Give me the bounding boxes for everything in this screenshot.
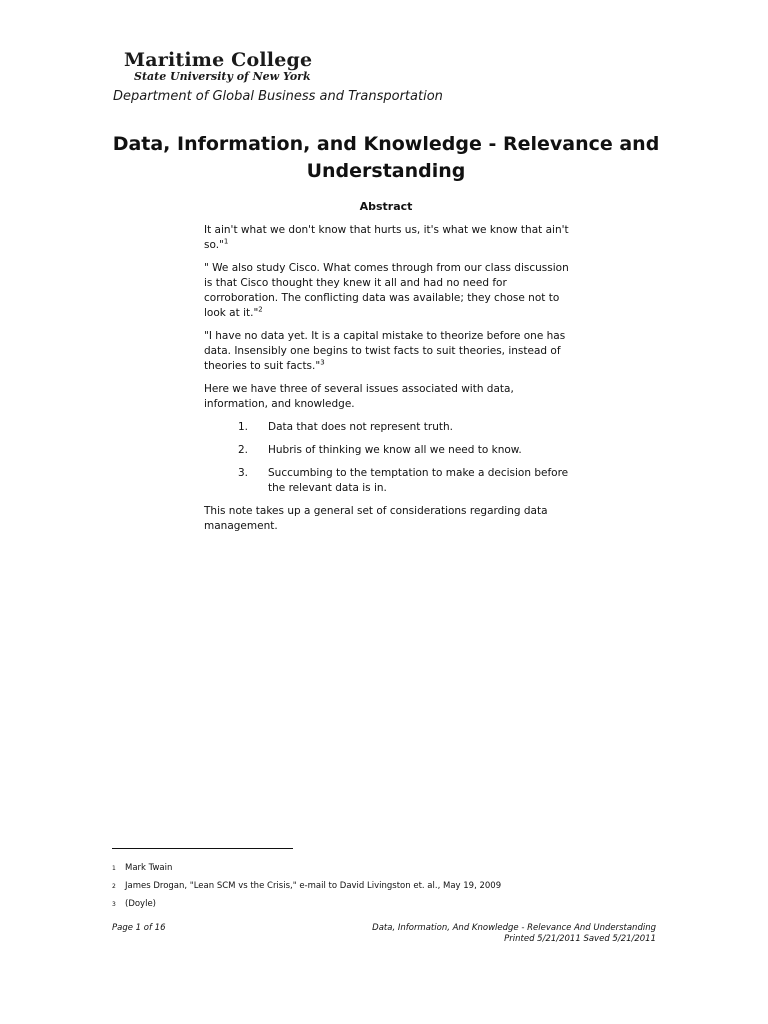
footnote-ref-3[interactable]: 3 <box>320 358 325 367</box>
college-logo <box>124 49 312 83</box>
list-item: 1. Data that does not represent truth. <box>237 421 453 433</box>
quote-doyle: "I have no data yet. It is a capital mistake to theorize before one has data. Insensibly one begins to twist facts to suit theories, instead of theories to suit facts."$^3$ <box>204 330 566 372</box>
page-number: Page 1 of 16 <box>112 923 166 933</box>
closing-paragraph: This note takes up a general set of considerations regarding data management. <box>204 505 548 532</box>
footer-doc-title: Data, Information, And Knowledge - Relevance And Understanding <box>372 923 656 933</box>
list-item: 2. Hubris of thinking we know all we need to know. <box>237 444 522 456</box>
footnote-divider <box>112 848 293 849</box>
page-footer <box>372 923 656 945</box>
quote-drogan: " We also study Cisco. What comes through from our class discussion is that Cisco thought they knew it all and had no need for corroboration. The conflicting data was available; they chose not to look at it."$^2$ <box>204 262 569 319</box>
footer-print-date: Printed 5/21/2011 Saved 5/21/2011 <box>504 934 656 944</box>
abstract-body <box>204 223 574 542</box>
footnote: 3 (Doyle) <box>112 899 156 909</box>
issues-intro: Here we have three of several issues associated with data, information, and knowledge. <box>204 383 514 410</box>
abstract-heading: Abstract <box>359 200 413 213</box>
footnote-ref-2[interactable]: 2 <box>258 305 263 314</box>
department-name: Department of Global Business and Transportation <box>113 89 443 104</box>
footnote: 1 Mark Twain <box>112 863 173 873</box>
issues-list <box>204 420 574 496</box>
logo-college-name: Maritime College <box>124 49 313 71</box>
logo-university-name: State University of New York <box>134 70 311 83</box>
footnote: 2 James Drogan, "Lean SCM vs the Crisis," e-mail to David Livingston et. al., May 19, 2009 <box>112 881 502 891</box>
footnotes <box>112 863 501 917</box>
list-item: 3. Succumbing to the temptation to make a decision before the relevant data is in. <box>237 467 569 494</box>
document-title: Data, Information, and Knowledge - Relevance and Understanding <box>112 133 660 182</box>
quote-twain: It ain't what we don't know that hurts us, it's what we know that ain't so."$^1$ <box>204 224 569 251</box>
footnote-ref-1[interactable]: 1 <box>223 237 229 246</box>
